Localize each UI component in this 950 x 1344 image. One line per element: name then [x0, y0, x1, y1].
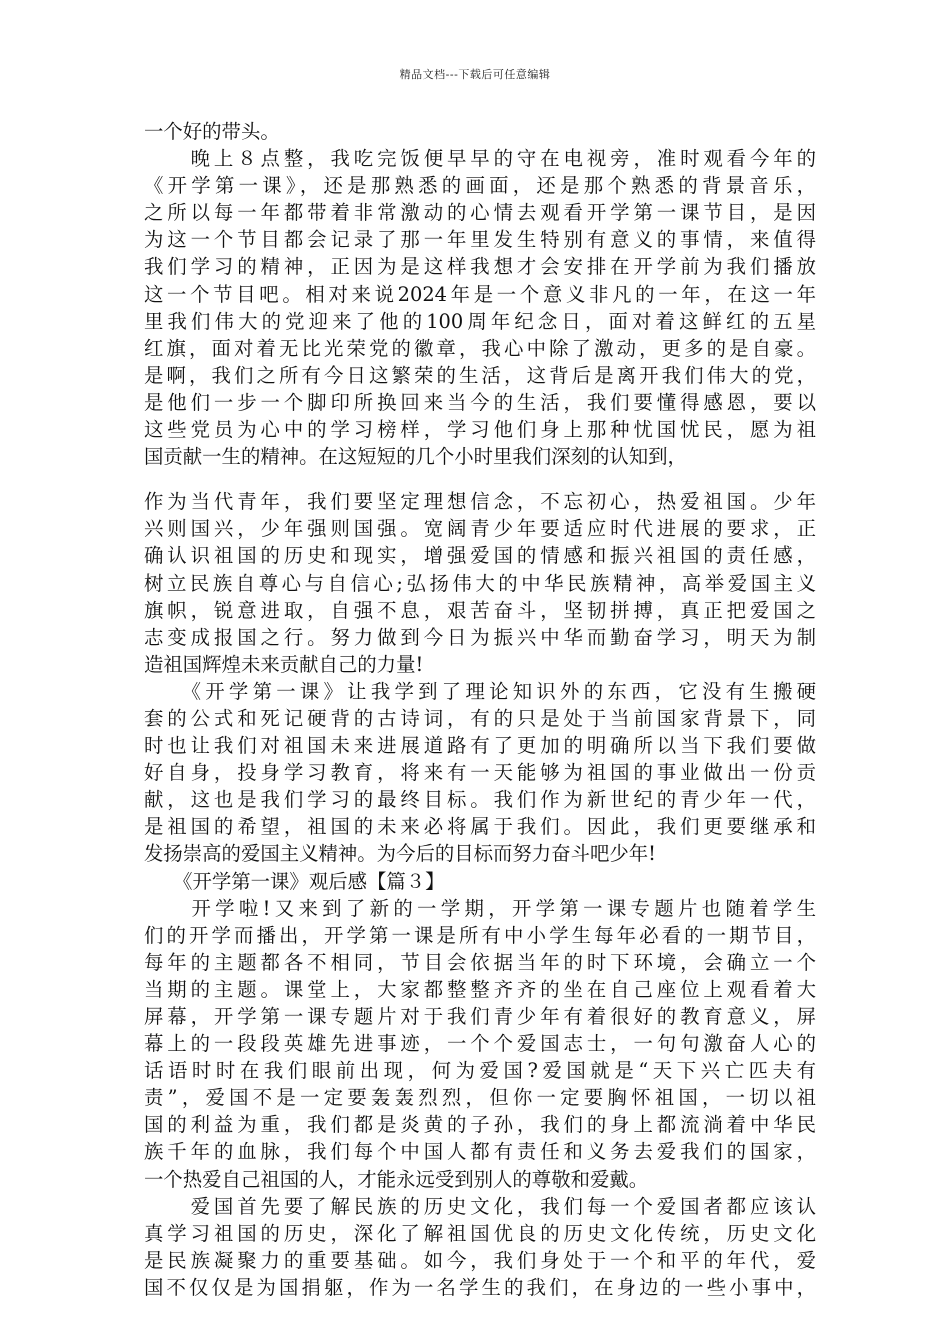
text-line: 时也让我们对祖国未来进展道路有了更加的明确所以当下我们要做: [144, 734, 816, 758]
text-line: 开学啦!又来到了新的一学期，开学第一课专题片也随着学生: [144, 896, 816, 920]
text-line: 我们学习的精神，正因为是这样我想才会安排在开学前为我们播放: [144, 255, 816, 279]
text-line: 献，这也是我们学习的最终目标。我们作为新世纪的青少年一代，: [144, 788, 816, 812]
text-line: 发扬崇高的爱国主义精神。为今后的目标而努力奋斗吧少年!: [144, 842, 656, 866]
text-line: 里我们伟大的党迎来了他的100周年纪念日，面对着这鲜红的五星: [144, 309, 816, 333]
text-line: 为这一个节目都会记录了那一年里发生特别有意义的事情，来值得: [144, 228, 816, 252]
text-line: 是祖国的希望，祖国的未来必将属于我们。因此，我们更要继承和: [144, 815, 816, 839]
text-line: 之所以每一年都带着非常激动的心情去观看开学第一课节目，是因: [144, 201, 816, 225]
text-line: 造祖国辉煌未来贡献自己的力量!: [144, 652, 424, 676]
text-line: 族千年的血脉，我们每个中国人都有责任和义务去爱我们的国家，: [144, 1140, 816, 1164]
text-line: 兴则国兴，少年强则国强。宽阔青少年要适应时代进展的要求，正: [144, 517, 816, 541]
blank-line: [144, 470, 816, 488]
text-line: 确认识祖国的历史和现实，增强爱国的情感和振兴祖国的责任感，: [144, 544, 816, 568]
text-line: 当期的主题。课堂上，大家都整整齐齐的坐在自己座位上观看着大: [144, 977, 816, 1001]
document-body: [144, 118, 816, 1301]
text-line: 好自身，投身学习教育，将来有一天能够为祖国的事业做出一份贡: [144, 761, 816, 785]
text-line: 每年的主题都各不相同，节目会依据当年的时下环境，会确立一个: [144, 950, 816, 974]
text-line: 话语时时在我们眼前出现，何为爱国?爱国就是“天下兴亡匹夫有: [144, 1059, 816, 1083]
text-line: 真学习祖国的历史，深化了解祖国优良的历史文化传统，历史文化: [144, 1221, 816, 1245]
text-line: 《开学第一课》，还是那熟悉的画面，还是那个熟悉的背景音乐，: [144, 174, 816, 198]
text-line: 国贡献一生的精神。在这短短的几个小时里我们深刻的认知到，: [144, 445, 687, 469]
text-line: 幕上的一段段英雄先进事迹，一个个爱国志士，一句句激奋人心的: [144, 1032, 816, 1056]
text-line: 旗帜，锐意进取，自强不息，艰苦奋斗，坚韧拼搏，真正把爱国之: [144, 598, 816, 622]
text-line: 是民族凝聚力的重要基础。如今，我们身处于一个和平的年代，爱: [144, 1248, 816, 1272]
text-line: 套的公式和死记硬背的古诗词，有的只是处于当前国家背景下，同: [144, 706, 816, 730]
text-line: 们的开学而播出，开学第一课是所有中小学生每年必看的一期节目，: [144, 923, 816, 947]
text-line: 一个热爱自己祖国的人，才能永远受到别人的尊敬和爱戴。: [144, 1167, 649, 1191]
text-line: 志变成报国之行。努力做到今日为振兴中华而勤奋学习，明天为制: [144, 625, 816, 649]
text-line: 这些党员为心中的学习榜样，学习他们身上那种忧国忧民，愿为祖: [144, 418, 816, 442]
text-line: 责”，爱国不是一定要轰轰烈烈，但你一定要胸怀祖国，一切以祖: [144, 1086, 816, 1110]
text-line: 《开学第一课》观后感【篇３】: [144, 869, 445, 893]
page-header: 精品文档---下载后可任意编辑: [399, 68, 551, 81]
text-line: 国的利益为重，我们都是炎黄的子孙，我们的身上都流淌着中华民: [144, 1113, 816, 1137]
text-line: 晚上８点整，我吃完饭便早早的守在电视旁，准时观看今年的: [144, 147, 816, 171]
text-line: 屏幕，开学第一课专题片对于我们青少年有着很好的教育意义，屏: [144, 1005, 816, 1028]
text-line: 爱国首先要了解民族的历史文化，我们每一个爱国者都应该认: [144, 1194, 816, 1218]
text-line: 树立民族自尊心与自信心;弘扬伟大的中华民族精神，高举爱国主义: [144, 571, 816, 595]
text-line: 作为当代青年，我们要坚定理想信念，不忘初心，热爱祖国。少年: [144, 490, 816, 514]
text-line: 一个好的带头。: [144, 120, 280, 143]
text-line: 这一个节目吧。相对来说2024年是一个意义非凡的一年，在这一年: [144, 282, 816, 306]
text-line: 《开学第一课》让我学到了理论知识外的东西，它没有生搬硬: [144, 679, 816, 703]
text-line: 是他们一步一个脚印所换回来当今的生活，我们要懂得感恩，要以: [144, 390, 816, 414]
text-line: 是啊，我们之所有今日这繁荣的生活，这背后是离开我们伟大的党，: [144, 363, 816, 387]
text-line: 红旗，面对着无比光荣党的徽章，我心中除了激动，更多的是自豪。: [144, 336, 816, 360]
text-line: 国不仅仅是为国捐躯，作为一名学生的我们，在身边的一些小事中，: [144, 1275, 816, 1299]
